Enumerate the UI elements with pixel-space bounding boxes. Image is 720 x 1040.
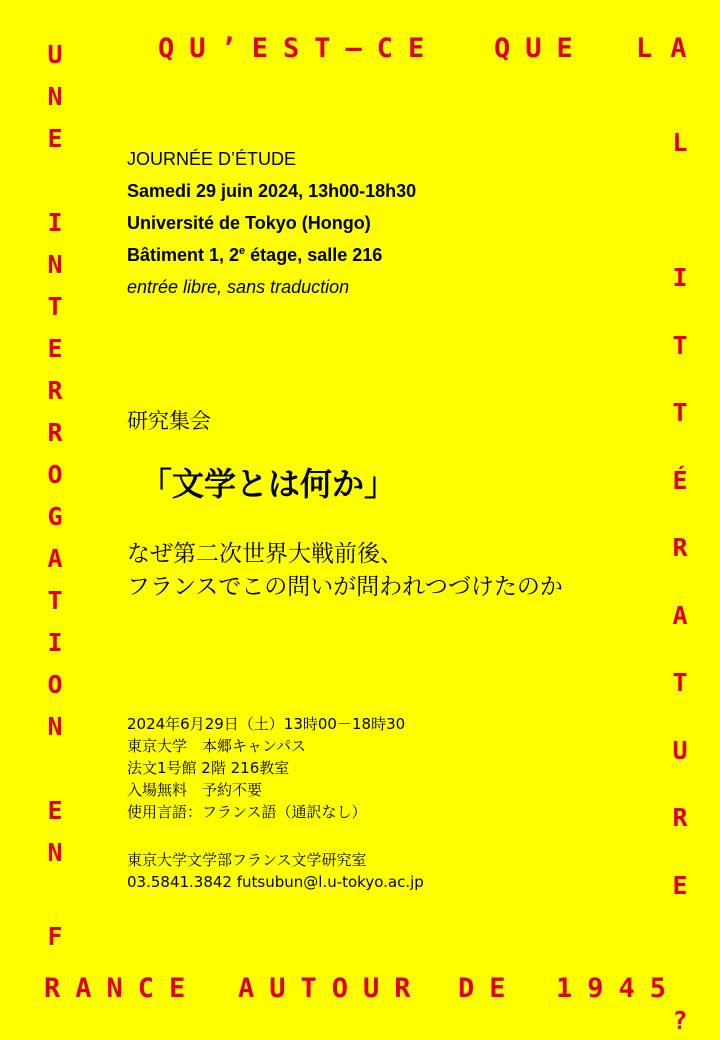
vertical-letter: F [47, 922, 63, 951]
vertical-letter: U [47, 40, 63, 69]
vertical-letter: T [47, 292, 63, 321]
event-venue: Université de Tokyo (Hongo) [127, 213, 371, 233]
vertical-letter: O [47, 670, 63, 699]
top-title-word: QU’EST–CE [158, 33, 440, 64]
jp-detail-line: 東京大学 本郷キャンパス [127, 737, 306, 755]
vertical-letter: N [47, 82, 63, 111]
event-room-prefix: Bâtiment 1, 2 [127, 245, 240, 265]
vertical-letter: N [47, 250, 63, 279]
vertical-letter: T [672, 668, 688, 697]
bottom-title-word: RANCE [44, 973, 201, 1004]
jp-subtitle [127, 538, 563, 604]
vertical-letter: ? [672, 1005, 688, 1035]
event-note: entrée libre, sans traduction [127, 277, 350, 297]
vertical-letter: T [672, 330, 688, 360]
event-info-fr [127, 143, 416, 303]
jp-details [127, 713, 405, 823]
vertical-letter: G [47, 502, 63, 531]
jp-detail-line: 法文1号館 2階 216教室 [127, 759, 290, 777]
event-room [127, 239, 416, 271]
bottom-title-word: DE [458, 973, 521, 1004]
vertical-letter: T [672, 398, 688, 427]
jp-heading: 研究集会 [127, 409, 211, 433]
contact-line: 03.5841.3842 futsubun@l.u-tokyo.ac.jp [127, 873, 424, 891]
vertical-letter: E [47, 796, 63, 825]
jp-subtitle-line: フランスでこの問いが問われつづけたのか [127, 574, 563, 600]
vertical-letter: E [672, 870, 688, 900]
bottom-title [0, 972, 720, 1012]
jp-detail-line: 使用言語：フランス語（通訳なし） [127, 803, 367, 821]
vertical-letter: E [47, 334, 63, 363]
vertical-letter: N [47, 712, 63, 741]
top-title [0, 32, 720, 72]
event-room-sup: e [239, 245, 246, 257]
top-title-word: QUE [494, 33, 588, 64]
vertical-letter: A [672, 600, 688, 630]
vertical-letter: N [47, 838, 63, 867]
vertical-letter: R [47, 418, 63, 447]
vertical-letter: O [47, 460, 63, 489]
vertical-letter: U [672, 735, 688, 765]
top-title-word: LA [636, 33, 705, 64]
vertical-letter: I [47, 208, 63, 237]
jp-detail-line: 2024年6月29日（土）13時00－18時30 [127, 715, 406, 733]
vertical-letter: R [672, 803, 688, 832]
jp-subtitle-line: なぜ第二次世界大戦前後、 [127, 541, 403, 567]
event-room-suffix: étage, salle 216 [245, 245, 383, 265]
organizer: 東京大学文学部フランス文学研究室 [127, 851, 367, 869]
bottom-title-word: AUTOUR [238, 973, 426, 1004]
contact-block [127, 849, 424, 893]
vertical-letter: I [47, 628, 63, 657]
event-kind: JOURNÉE D’ÉTUDE [127, 149, 297, 169]
bottom-title-word: 1945 [556, 973, 682, 1004]
vertical-letter: T [47, 586, 63, 615]
event-date: Samedi 29 juin 2024, 13h00-18h30 [127, 181, 417, 201]
vertical-letter: I [672, 263, 688, 292]
vertical-letter: A [47, 544, 63, 573]
jp-title: 「文学とは何か」 [140, 465, 397, 503]
vertical-letter: R [672, 533, 688, 562]
vertical-letter: É [672, 465, 688, 495]
vertical-letter: E [47, 124, 63, 153]
jp-detail-line: 入場無料 予約不要 [127, 781, 263, 799]
vertical-letter: R [47, 376, 63, 405]
vertical-letter: L [672, 128, 688, 157]
